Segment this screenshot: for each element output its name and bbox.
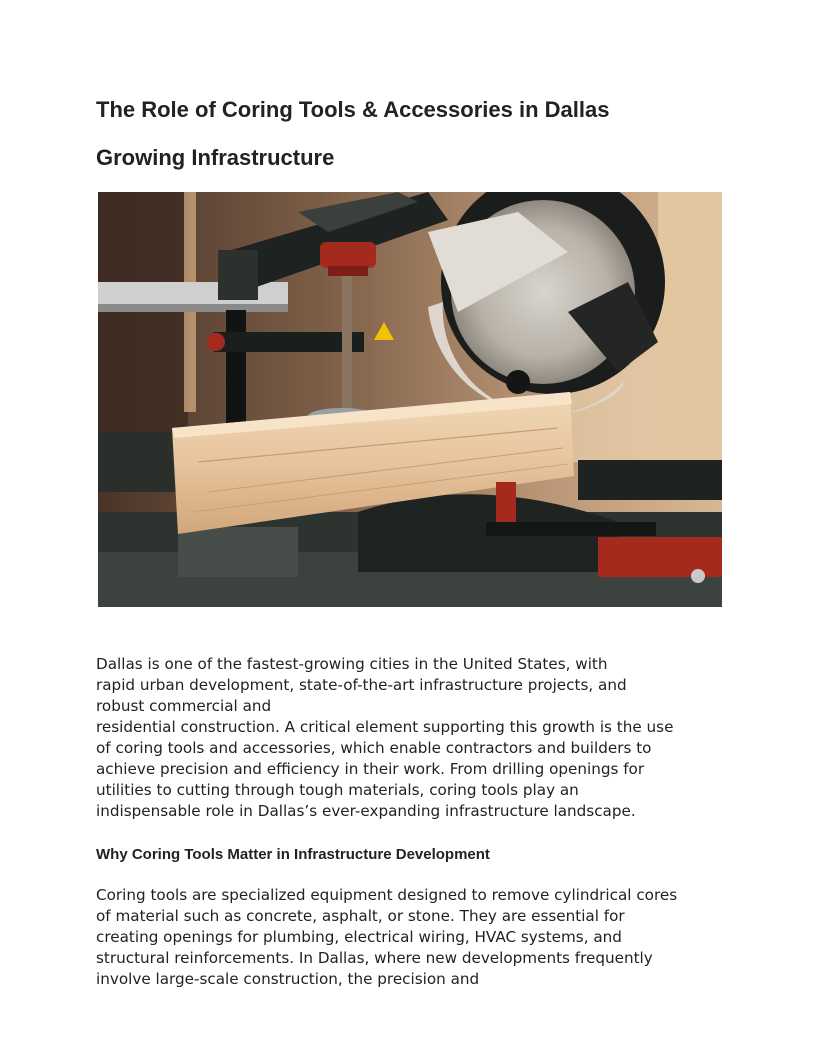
section-heading: Why Coring Tools Matter in Infrastructure Development [96, 846, 490, 863]
article-title-line-2: Growing Infrastructure [96, 145, 335, 170]
intro-paragraph [96, 654, 673, 822]
section-line: Coring tools are specialized equipment designed to remove cylindrical cores [96, 886, 678, 904]
section-line: involve large-scale construction, the precision and [96, 970, 480, 988]
section-line: of material such as concrete, asphalt, or stone. They are essential for [96, 907, 625, 925]
hero-image-miter-saw [98, 192, 722, 607]
intro-line: robust commercial and [96, 697, 272, 715]
intro-line: of coring tools and accessories, which enable contractors and builders to [96, 739, 652, 757]
intro-line: achieve precision and efficiency in their work. From drilling openings for [96, 760, 645, 778]
intro-line: rapid urban development, state-of-the-art infrastructure projects, and [96, 676, 627, 694]
intro-line: indispensable role in Dallas’s ever-expanding infrastructure landscape. [96, 802, 636, 820]
section-line: creating openings for plumbing, electrical wiring, HVAC systems, and [96, 928, 622, 946]
intro-line: utilities to cutting through tough materials, coring tools play an [96, 781, 579, 799]
section-line: structural reinforcements. In Dallas, where new developments frequently [96, 949, 653, 967]
intro-line: residential construction. A critical element supporting this growth is the use [96, 718, 674, 736]
article-title-line-1: The Role of Coring Tools & Accessories in Dallas [96, 97, 610, 122]
section-paragraph [96, 885, 677, 990]
intro-line: Dallas is one of the fastest-growing cities in the United States, with [96, 655, 608, 673]
